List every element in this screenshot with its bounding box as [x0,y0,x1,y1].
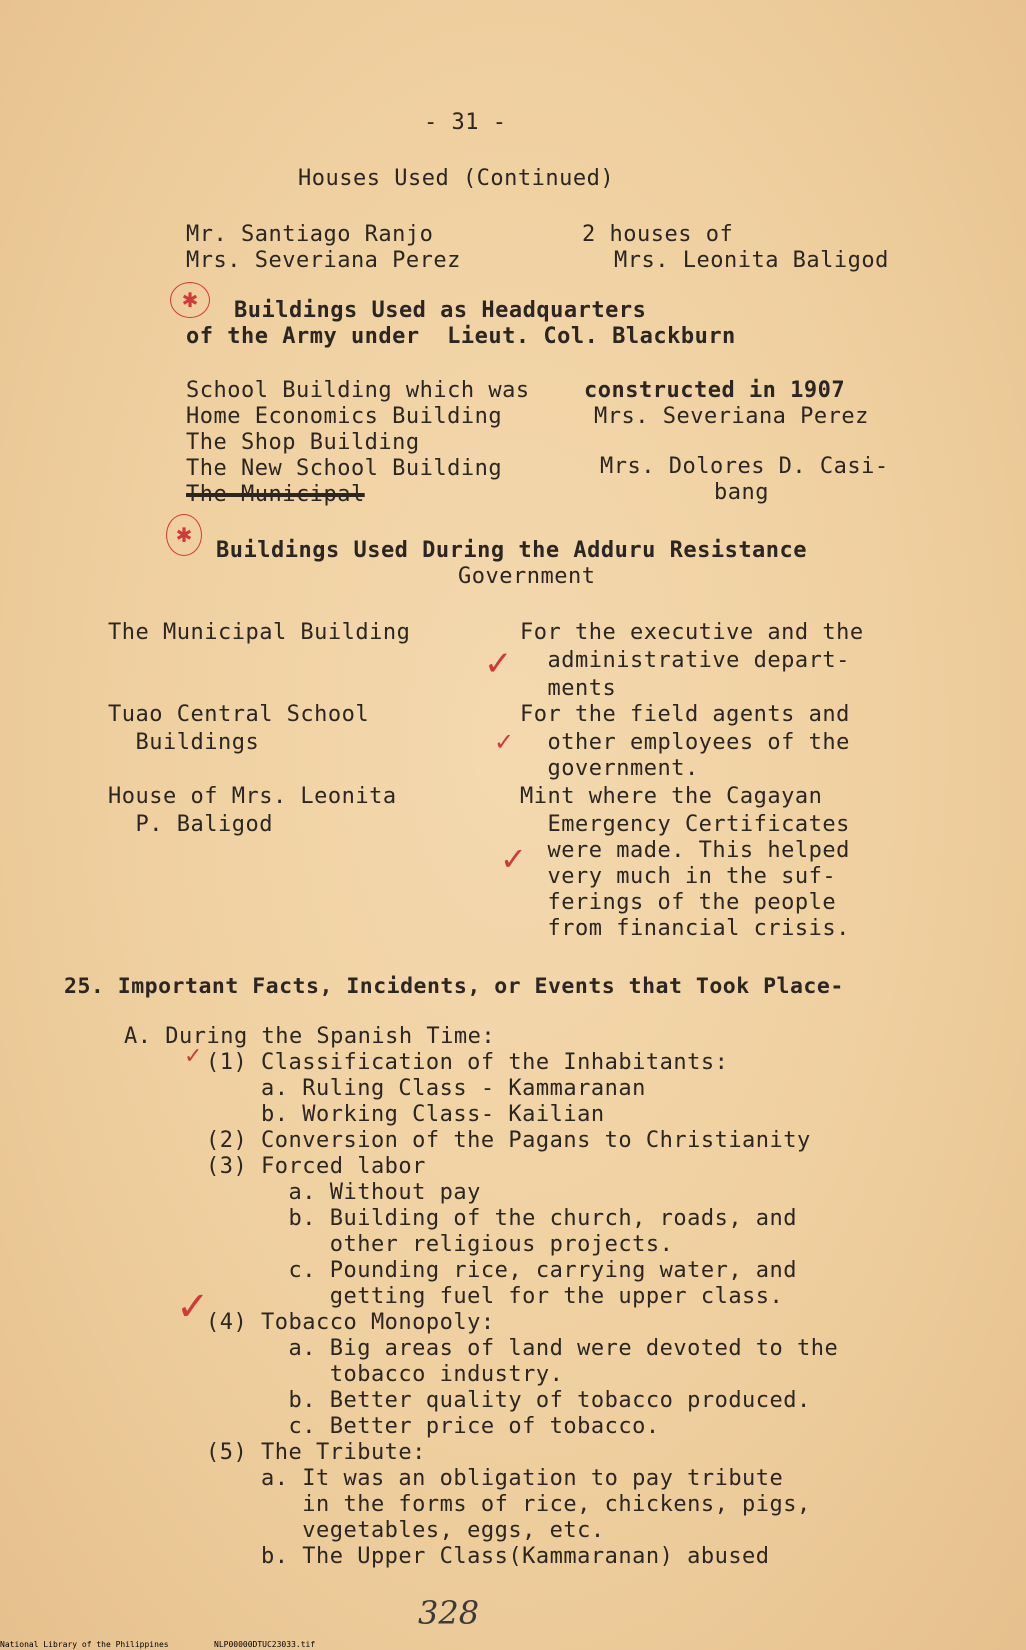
section-25-line-8: other religious projects. [206,1232,674,1257]
hq-left-5-struck: The Municipal [186,482,365,507]
resistance-building-3b: P. Baligod [108,812,273,837]
resistance-building-2a: Tuao Central School [108,702,370,727]
section-25-line-12: a. Big areas of land were devoted to the [206,1336,839,1361]
resistance-use-3b: Emergency Certificates [520,812,850,837]
resistance-building-1: The Municipal Building [108,620,411,645]
red-asterisk-mark: ✱ [170,282,210,318]
section-25-line-6: a. Without pay [206,1180,481,1205]
section-25-line-19: vegetables, eggs, etc. [206,1518,605,1543]
section-25-line-2: a. Ruling Class - Kammaranan [206,1076,646,1101]
section-25-subheading-a: A. During the Spanish Time: [124,1024,496,1049]
footer-filename: NLP00000DTUC23033.tif [214,1640,316,1649]
hq-left-4: The New School Building [186,456,503,481]
house-owner-right-2: Mrs. Leonita Baligod [614,248,889,273]
section-25-title: 25. Important Facts, Incidents, or Events that Took Place- [64,974,844,999]
section-25-line-4: (2) Conversion of the Pagans to Christianity [206,1128,811,1153]
hq-title-line1: Buildings Used as Headquarters [234,298,647,323]
resistance-title-line2: Government [458,564,596,589]
resistance-use-2c: government. [520,756,699,781]
resistance-use-3d: very much in the suf- [520,864,837,889]
resistance-use-1a: For the executive and the [520,620,864,645]
resistance-use-3f: from financial crisis. [520,916,850,941]
resistance-use-2b: other employees of the [520,730,850,755]
section-25-line-9: c. Pounding rice, carrying water, and [206,1258,798,1283]
resistance-use-1c: ments [520,676,617,701]
resistance-use-2a: For the field agents and [520,702,850,727]
house-owner-left-2: Mrs. Severiana Perez [186,248,461,273]
section-25-line-7: b. Building of the church, roads, and [206,1206,798,1231]
section-25-line-17: a. It was an obligation to pay tribute [206,1466,784,1491]
section-25-line-13: tobacco industry. [206,1362,564,1387]
hq-left-3: The Shop Building [186,430,420,455]
hq-right-4: bang [714,480,769,505]
red-check-mark: ✓ [500,840,527,878]
section-25-line-3: b. Working Class- Kailian [206,1102,605,1127]
resistance-use-3a: Mint where the Cagayan [520,784,823,809]
hq-left-1: School Building which was [186,378,530,403]
footer-library: National Library of the Philippines [0,1640,169,1649]
resistance-building-3a: House of Mrs. Leonita [108,784,397,809]
red-check-mark: ✓ [484,644,513,684]
section-25-line-18: in the forms of rice, chickens, pigs, [206,1492,811,1517]
house-owner-left-1: Mr. Santiago Ranjo [186,222,434,247]
house-owner-right-1: 2 houses of [582,222,734,247]
section-25-line-16: (5) The Tribute: [206,1440,426,1465]
hq-left-2: Home Economics Building [186,404,503,429]
hq-right-3: Mrs. Dolores D. Casi- [600,454,889,479]
section-25-line-20: b. The Upper Class(Kammaranan) abused [206,1544,770,1569]
hq-right-1: constructed in 1907 [584,378,846,403]
resistance-use-1b: administrative depart- [520,648,850,673]
resistance-building-2b: Buildings [108,730,260,755]
section-25-line-1: (1) Classification of the Inhabitants: [206,1050,729,1075]
resistance-title-line1: Buildings Used During the Adduru Resistance [216,538,808,563]
hq-right-2: Mrs. Severiana Perez [594,404,869,429]
section-25-line-10: getting fuel for the upper class. [206,1284,784,1309]
hq-title-line2: of the Army under Lieut. Col. Blackburn [186,324,736,349]
red-asterisk-mark: ✱ [166,514,202,556]
section-25-line-15: c. Better price of tobacco. [206,1414,660,1439]
red-check-mark: ✓ [494,728,515,756]
handwritten-page-number: 328 [418,1594,480,1632]
red-check-mark: ✓ [184,1044,203,1069]
section-25-line-5: (3) Forced labor [206,1154,426,1179]
section-heading: Houses Used (Continued) [298,166,615,191]
section-25-line-14: b. Better quality of tobacco produced. [206,1388,811,1413]
section-25-line-11: (4) Tobacco Monopoly: [206,1310,495,1335]
page-number: - 31 - [424,110,507,135]
resistance-use-3e: ferings of the people [520,890,837,915]
red-check-mark: ✓ [176,1284,210,1330]
resistance-use-3c: were made. This helped [520,838,850,863]
